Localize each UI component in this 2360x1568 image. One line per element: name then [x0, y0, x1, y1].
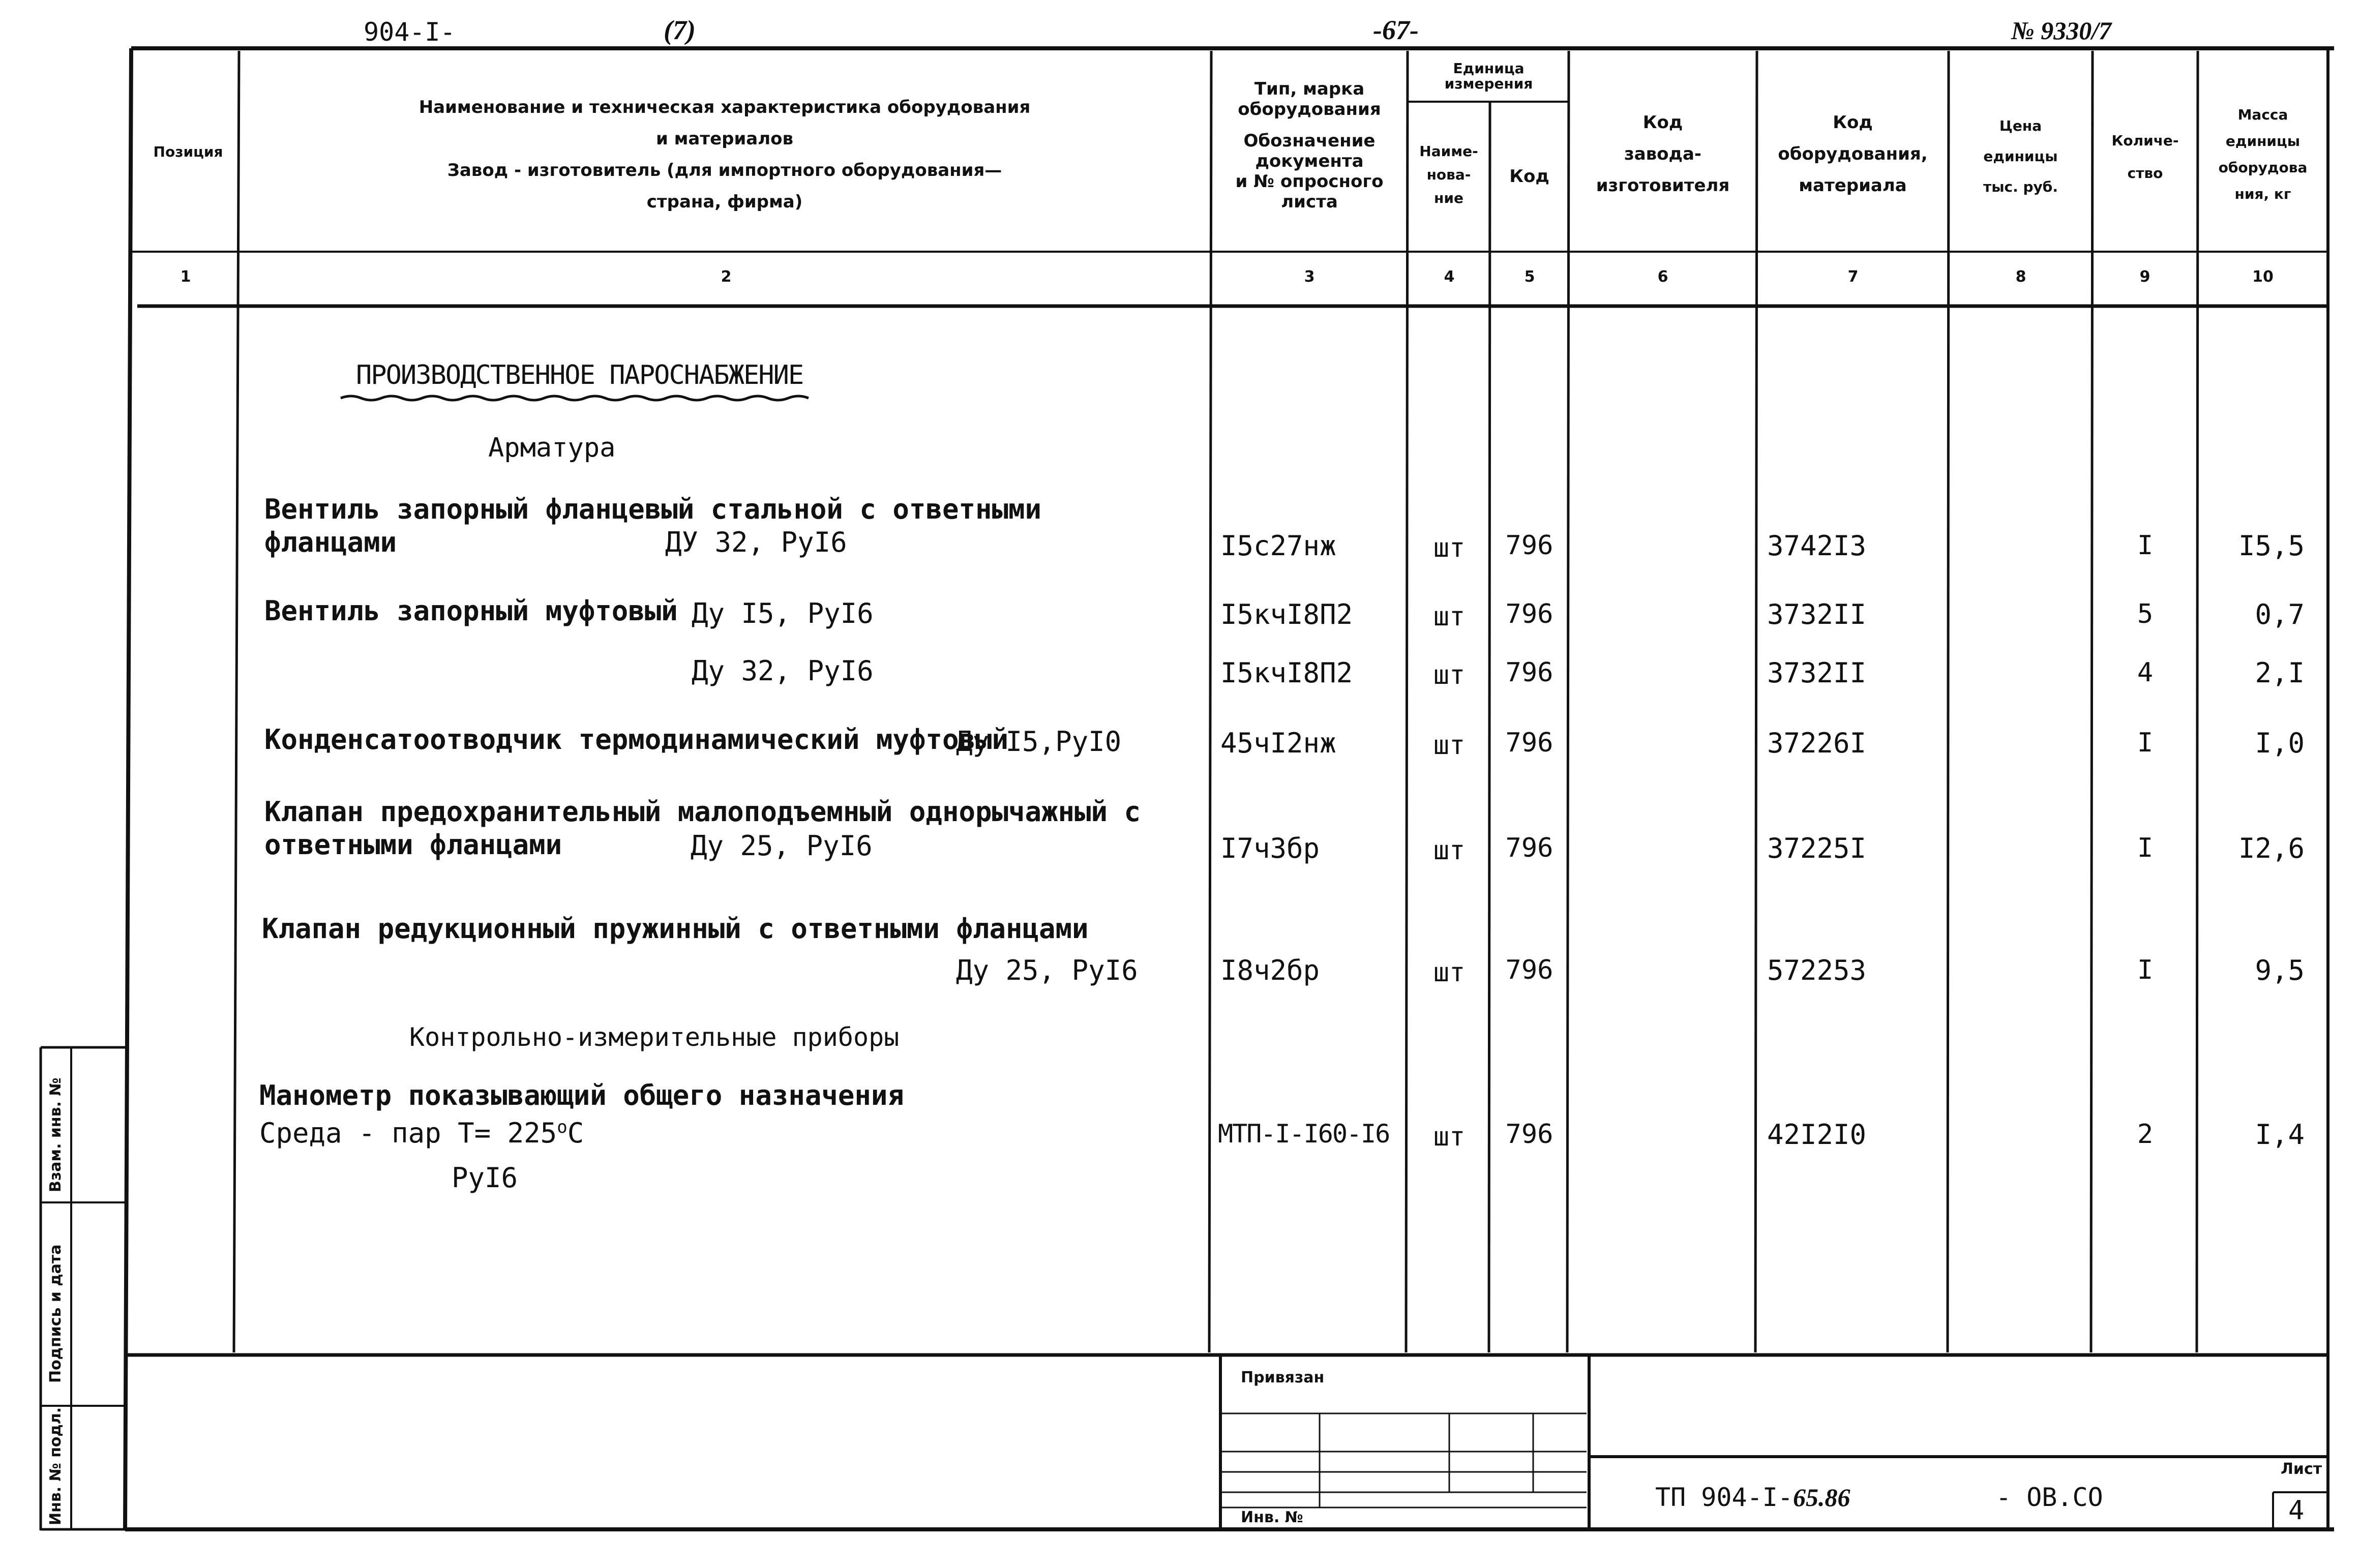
row1-mass: I5,5: [2238, 530, 2305, 562]
header-quantity: Количе- ство: [2111, 132, 2179, 182]
row4-spec: Ду I5,РуI0: [956, 726, 1122, 758]
row1-equipment-code: 3742I3: [1767, 530, 1867, 562]
row3-mass: 2,I: [2255, 657, 2305, 689]
row3-unit-code: 796: [1505, 657, 1554, 688]
row2-spec: Ду I5, РуI6: [692, 597, 874, 629]
row1-unit: шт: [1433, 533, 1466, 563]
row6-mass: 9,5: [2255, 954, 2305, 986]
header-unit-code: Код: [1509, 166, 1549, 187]
column-number-2: 2: [721, 268, 732, 286]
row6-type: I8ч2бр: [1220, 954, 1320, 986]
stamp-linked-label: Привязан: [1241, 1369, 1325, 1386]
row6-unit: шт: [1433, 957, 1466, 988]
sheet-number: 4: [2288, 1495, 2305, 1526]
row4-name: Конденсатоотводчик термодинамический муфтовый: [264, 723, 1008, 756]
header-manufacturer-code: Код завода- изготовителя: [1596, 112, 1730, 196]
row5-quantity: I: [2137, 833, 2154, 863]
column-number-1: 1: [180, 268, 191, 286]
header-type-brand: Тип, марка оборудования Обозначение документа и № опросного листа: [1235, 79, 1384, 212]
row6-name: Клапан редукционный пружинный с ответными фланцами: [262, 913, 1089, 945]
row1-name-line1: Вентиль запорный фланцевый стальной с ответными: [264, 493, 1042, 525]
row5-equipment-code: 37225I: [1767, 832, 1867, 864]
column-number-4: 4: [1444, 268, 1455, 286]
row7-unit-code: 796: [1505, 1119, 1554, 1150]
row5-spec: Ду 25, РуI6: [691, 830, 873, 862]
sheet-mark: № 9330/7: [2011, 16, 2112, 45]
column-number-6: 6: [1657, 268, 1668, 286]
row3-spec: Ду 32, РуI6: [692, 655, 874, 687]
column-number-7: 7: [1847, 268, 1859, 286]
row4-unit: шт: [1433, 730, 1466, 761]
header-equipment-code: Код оборудования, материала: [1778, 112, 1928, 196]
row7-quantity: 2: [2137, 1119, 2154, 1150]
row1-unit-code: 796: [1505, 530, 1554, 561]
row7-name-line3: РуI6: [452, 1162, 518, 1194]
column-number-5: 5: [1524, 268, 1535, 286]
row1-type: I5с27нж: [1220, 530, 1336, 562]
subsection-kip: Контрольно-измерительные приборы: [409, 1022, 900, 1052]
row7-equipment-code: 42I2I0: [1767, 1119, 1867, 1151]
row3-equipment-code: 3732II: [1767, 657, 1867, 689]
variant-number: (7): [664, 15, 696, 45]
row4-quantity: I: [2137, 728, 2154, 758]
header-name-description: Наименование и техническая характеристика оборудования и материалов Завод - изготовитель (для импортного оборудования— страна, фирма): [419, 97, 1031, 212]
row1-name-line2: фланцами: [264, 526, 397, 558]
row5-mass: I2,6: [2238, 832, 2305, 864]
page-number: -67-: [1373, 15, 1419, 45]
column-number-10: 10: [2252, 268, 2274, 286]
row5-unit-code: 796: [1505, 833, 1554, 863]
row6-equipment-code: 572253: [1767, 954, 1867, 986]
row7-name-line2: Среда - пар $Т= 225^оС$: [259, 1117, 584, 1149]
row5-name-line2: ответными фланцами: [264, 829, 562, 861]
row3-type: I5кчI8П2: [1220, 657, 1353, 689]
margin-signature-date: Подпись и дата: [47, 1244, 65, 1383]
sheet-label: Лист: [2281, 1460, 2322, 1478]
header-unit-group: Единица измерения: [1444, 60, 1533, 92]
header-unit-mass: Масса единицы оборудова ния, кг: [2218, 106, 2308, 202]
header-unit-name: Наиме- нова- ние: [1419, 143, 1478, 206]
row4-mass: I,0: [2255, 727, 2305, 759]
margin-vzam-inv: Взам. инв. №: [47, 1077, 65, 1192]
row1-quantity: I: [2137, 530, 2154, 561]
header-position: Позиция: [153, 143, 223, 160]
subsection-armatura: Арматура: [488, 433, 616, 463]
row2-unit-code: 796: [1505, 599, 1554, 629]
row2-type: I5кчI8П2: [1220, 598, 1353, 630]
row2-mass: 0,7: [2255, 598, 2305, 630]
section-title: ПРОИЗВОДСТВЕННОЕ ПАРОСНАБЖЕНИЕ: [356, 360, 803, 390]
row6-unit-code: 796: [1505, 955, 1554, 985]
stamp-inv-label: Инв. №: [1241, 1509, 1303, 1526]
row4-equipment-code: 37226I: [1767, 727, 1867, 759]
row3-unit: шт: [1433, 660, 1466, 690]
row6-spec: Ду 25, РуI6: [956, 954, 1138, 986]
column-number-3: 3: [1304, 268, 1315, 286]
row5-unit: шт: [1433, 835, 1466, 866]
row2-quantity: 5: [2137, 599, 2154, 629]
row5-name-line1: Клапан предохранительный малоподъемный однорычажный с: [264, 796, 1141, 828]
row7-mass: I,4: [2255, 1119, 2305, 1151]
row7-type: МТП-I-I60-I6: [1218, 1119, 1390, 1149]
row6-quantity: I: [2137, 955, 2154, 985]
column-number-8: 8: [2015, 268, 2026, 286]
row4-type: 45чI2нж: [1220, 727, 1336, 759]
row7-unit: шт: [1433, 1122, 1466, 1152]
header-unit-price: Цена единицы тыс. руб.: [1983, 117, 2058, 195]
row2-unit: шт: [1433, 601, 1466, 632]
row2-equipment-code: 3732II: [1767, 598, 1867, 630]
row2-name: Вентиль запорный муфтовый: [264, 595, 678, 627]
row7-name-line1: Манометр показывающий общего назначения: [259, 1079, 904, 1111]
row3-quantity: 4: [2137, 657, 2154, 688]
column-number-9: 9: [2139, 268, 2150, 286]
row4-unit-code: 796: [1505, 728, 1554, 758]
document-code-suffix: - ОВ.СО: [1996, 1483, 2103, 1512]
row5-type: I7ч3бр: [1220, 832, 1320, 864]
row1-spec: ДУ 32, РуI6: [665, 526, 847, 558]
document-code: ТП 904-I-65.86: [1655, 1483, 1850, 1512]
margin-inv-original: Инв. № подл.: [47, 1407, 65, 1525]
series-code: 904-I-: [364, 17, 456, 47]
